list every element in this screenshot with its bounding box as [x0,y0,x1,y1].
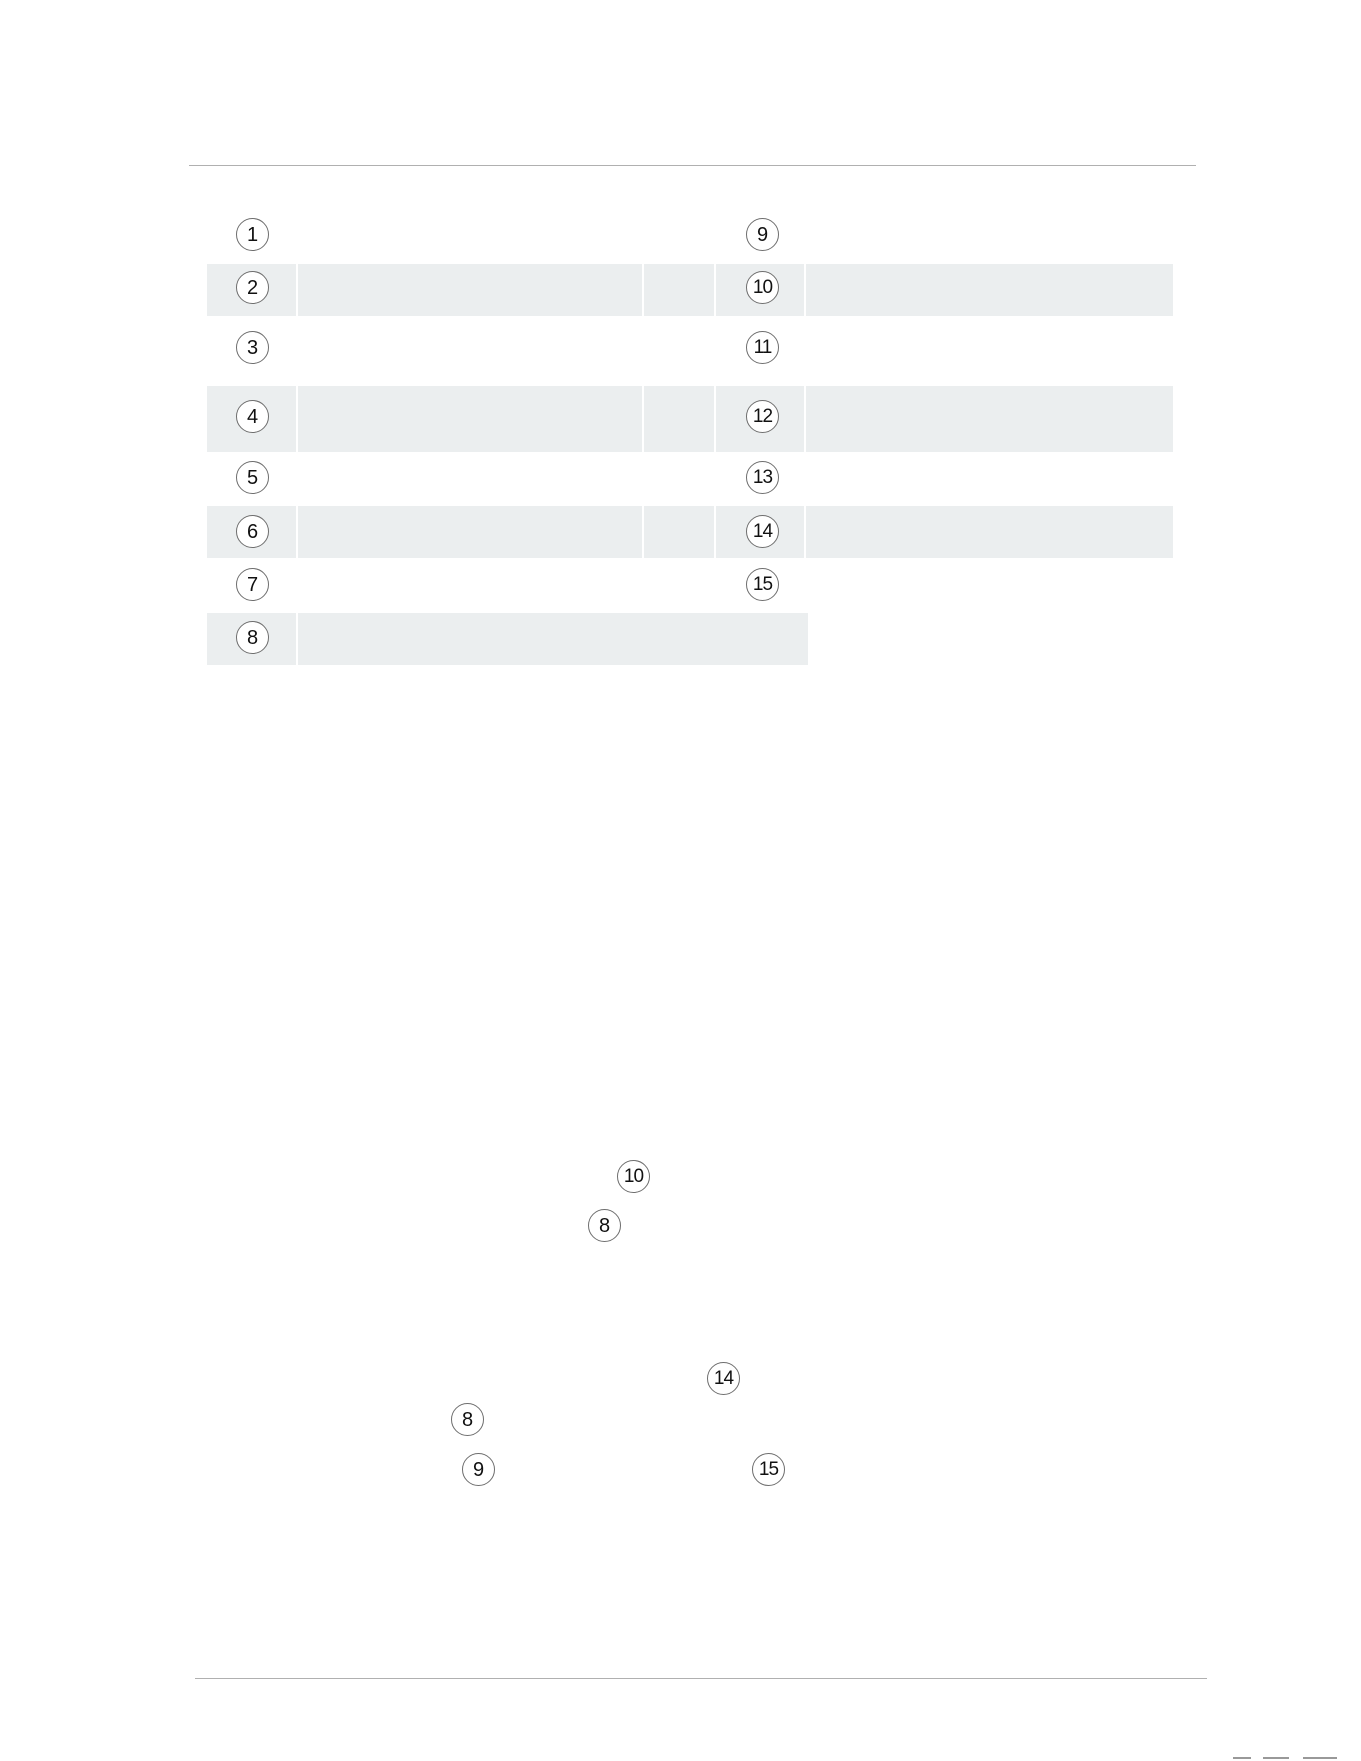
callout-14: 14 [746,515,779,548]
inline-callout-14: 14 [707,1362,740,1395]
callout-5: 5 [236,461,269,494]
callout-3: 3 [236,331,269,364]
callout-6: 6 [236,515,269,548]
legend-row-2 [207,264,1173,316]
callout-4: 4 [236,400,269,433]
corner-marks [1233,1753,1353,1759]
callout-2: 2 [236,271,269,304]
inline-callout-8-second: 8 [451,1403,484,1436]
legend-row-4 [207,386,1173,452]
callout-10: 10 [746,271,779,304]
callout-9: 9 [746,218,779,251]
legend-row-8 [207,613,808,665]
header-rule [189,165,1196,166]
callout-8: 8 [236,621,269,654]
inline-callout-10: 10 [617,1160,650,1193]
callout-1: 1 [236,218,269,251]
callout-12: 12 [746,400,779,433]
inline-callout-8: 8 [588,1209,621,1242]
callout-15: 15 [746,568,779,601]
callout-13: 13 [746,461,779,494]
footer-rule [195,1678,1207,1679]
inline-callout-9: 9 [462,1453,495,1486]
callout-11: 11 [746,331,779,364]
inline-callout-15: 15 [752,1453,785,1486]
legend-row-6 [207,506,1173,558]
callout-7: 7 [236,568,269,601]
